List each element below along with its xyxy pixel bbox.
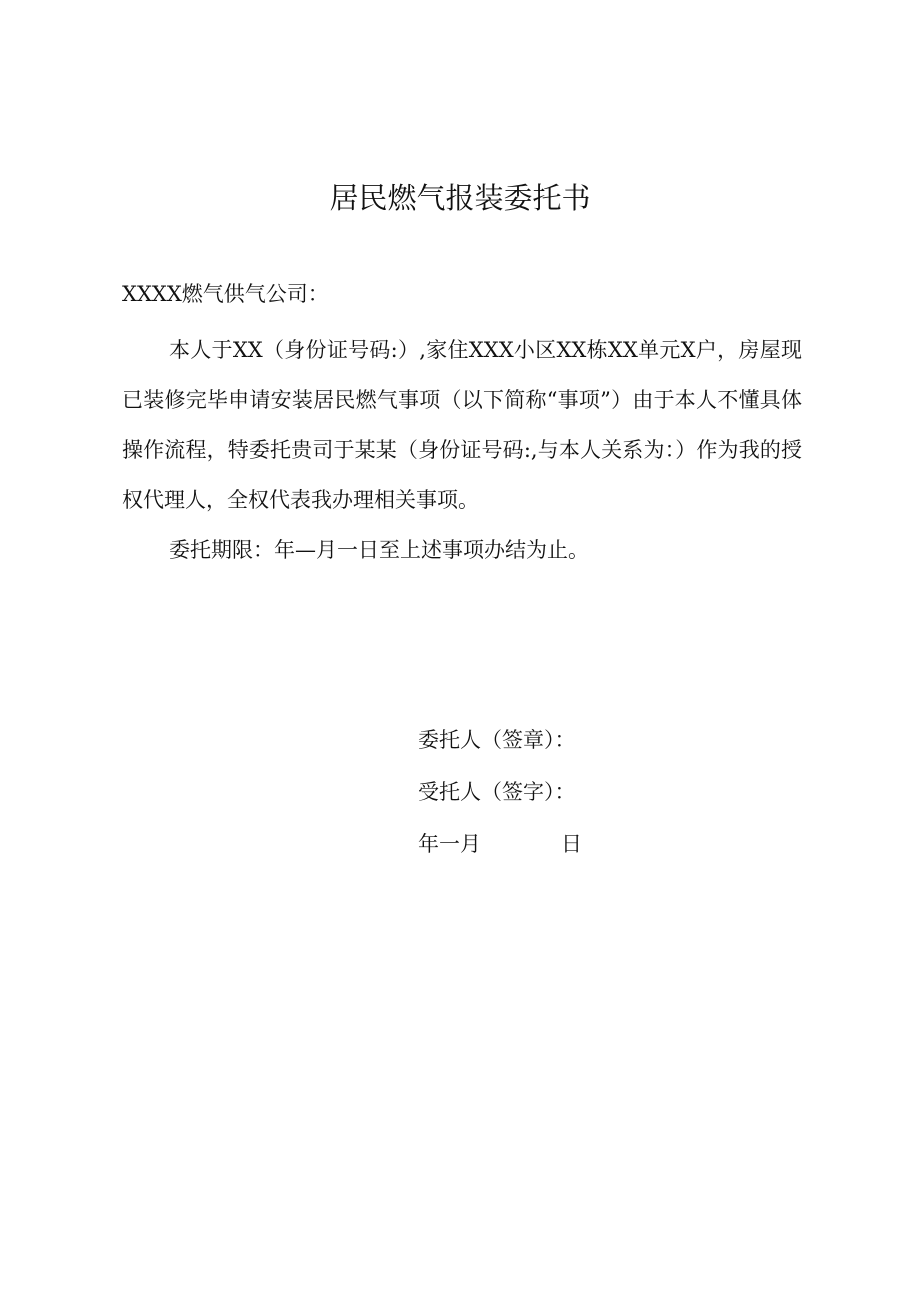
term-paragraph: 委托期限：年—月一日至上述事项办结为止。 (169, 538, 589, 562)
agent-signature-label: 受托人（签字）： (418, 780, 576, 804)
principal-signature-label: 委托人（签章）： (418, 728, 576, 752)
document-body (122, 325, 802, 575)
signature-date (418, 818, 582, 870)
date-day: 日 (561, 832, 582, 856)
authorization-paragraph: 本人于XX（身份证号码:）,家住XXX小区XX栋XX单元X户，房屋现已装修完毕申请安装居民燃气事项（以下简称“事项”）由于本人不懂具体操作流程，特委托贵司于某某（身份证号码:,与本人关系为：）作为我的授权代理人，全权代表我办理相关事项。 (122, 338, 802, 512)
document-title: 居民燃气报装委托书 (329, 181, 591, 215)
signature-block (418, 714, 582, 870)
salutation: XXXX燃气供气公司： (122, 282, 329, 306)
date-year-month: 年一月 (418, 832, 481, 856)
